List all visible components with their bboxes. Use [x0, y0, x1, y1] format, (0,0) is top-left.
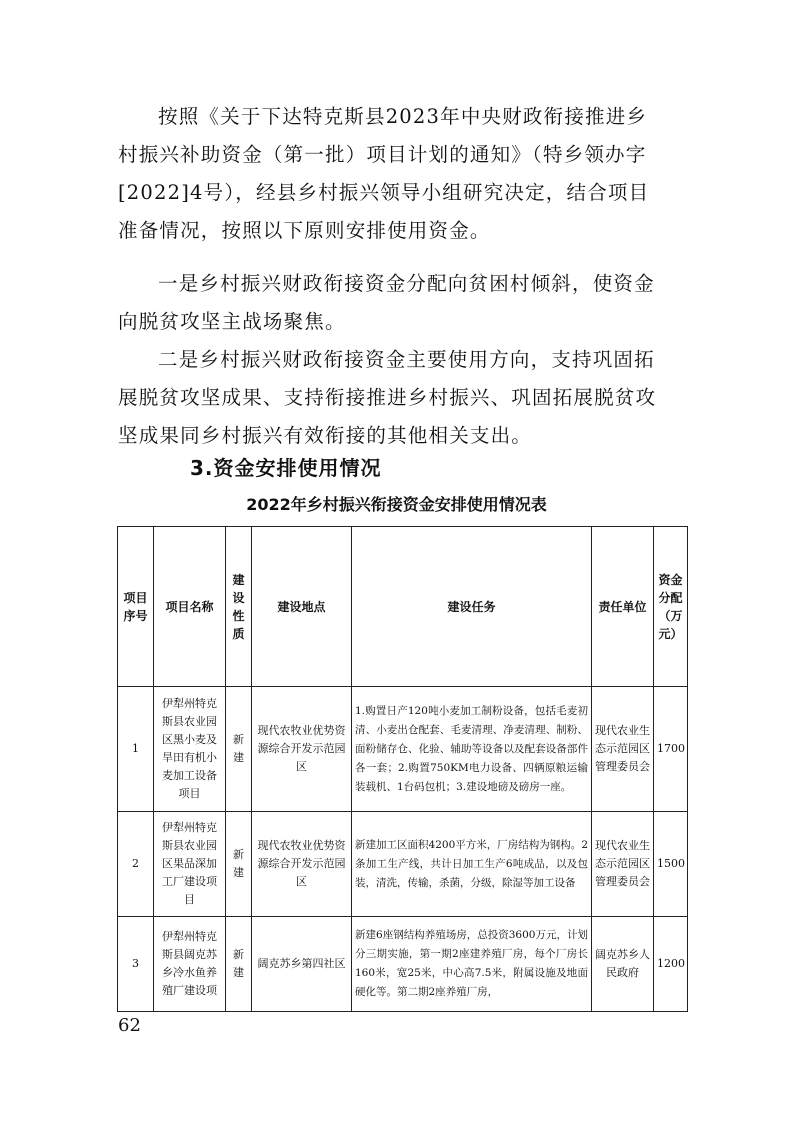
cell-location: 现代农牧业优势资源综合开发示范园区 — [252, 812, 352, 917]
cell-nature: 新建 — [226, 812, 252, 917]
page-number: 62 — [118, 1015, 141, 1036]
cell-nature: 新建 — [226, 687, 252, 812]
text-line: [2022]4号），经县乡村振兴领导小组研究决定，结合项目 — [118, 181, 650, 204]
table-title: 2022年乡村振兴衔接资金安排使用情况表 — [246, 495, 547, 514]
cell-unit: 现代农业生态示范园区管理委员会 — [592, 812, 654, 917]
header-cell: 责任单位 — [592, 527, 654, 687]
header-cell: 项目序号 — [118, 527, 154, 687]
section-heading: 3.资金安排使用情况 — [190, 456, 382, 480]
text-line: 按照《关于下达特克斯县2023年中央财政衔接推进乡 — [158, 105, 648, 128]
text-line: 坚成果同乡村振兴有效衔接的其他相关支出。 — [118, 424, 533, 447]
table-row — [118, 917, 688, 1012]
cell-funds: 1700 — [654, 687, 688, 812]
cell-project-name: 伊犁州特克斯县农业园区果品深加工厂建设项目 — [154, 812, 226, 917]
cell-location: 现代农牧业优势资源综合开发示范园区 — [252, 687, 352, 812]
cell-nature: 新建 — [226, 917, 252, 1012]
cell-task: 1.购置日产120吨小麦加工制粉设备，包括毛麦初清、小麦出仓配套、毛麦清理、净麦清理、制粉、面粉储存仓、化验、辅助等设备以及配套设备部件各一套；2.购置750KM电力设备、四辆原粮运输装载机、1台码包机；3.建设地磅及磅房一座。 — [352, 687, 592, 812]
cell-index: 1 — [118, 687, 154, 812]
cell-index: 2 — [118, 812, 154, 917]
cell-project-name: 伊犁州特克斯县农业园区黑小麦及旱田有机小麦加工设备项目 — [154, 687, 226, 812]
cell-unit: 阔克苏乡人民政府 — [592, 917, 654, 1012]
cell-task: 新建6座钢结构养殖场房，总投资3600万元，计划分三期实施，第一期2座建养殖厂房，每个厂房长160米，宽25米，中心高7.5米，附属设施及地面硬化等。第二期2座养殖厂房， — [352, 917, 592, 1012]
cell-funds: 1500 — [654, 812, 688, 917]
table-row — [118, 687, 688, 812]
cell-funds: 1200 — [654, 917, 688, 1012]
header-cell: 项目名称 — [154, 527, 226, 687]
header-cell: 建设性质 — [226, 527, 252, 687]
cell-project-name: 伊犁州特克斯县阔克苏乡冷水鱼养殖厂建设项 — [154, 917, 226, 1012]
header-cell: 资金分配（万元） — [654, 527, 688, 687]
cell-location: 阔克苏乡第四社区 — [252, 917, 352, 1012]
paragraph-1 — [118, 98, 678, 250]
text-line: 一是乡村振兴财政衔接资金分配向贫困村倾斜，使资金 — [158, 272, 655, 295]
table-row — [118, 812, 688, 917]
cell-index: 3 — [118, 917, 154, 1012]
text-line: 村振兴补助资金（第一批）项目计划的通知》（特乡领办字 — [118, 143, 647, 166]
paragraph-3 — [118, 341, 678, 455]
fund-allocation-table — [117, 526, 688, 1012]
text-line: 向脱贫攻坚主战场聚焦。 — [118, 310, 346, 333]
header-cell: 建设任务 — [352, 527, 592, 687]
text-line: 展脱贫攻坚成果、支持衔接推进乡村振兴、巩固拓展脱贫攻 — [118, 386, 657, 409]
header-cell: 建设地点 — [252, 527, 352, 687]
cell-unit: 现代农业生态示范园区管理委员会 — [592, 687, 654, 812]
paragraph-2 — [118, 265, 678, 341]
table-header-row — [118, 527, 688, 687]
text-line: 二是乡村振兴财政衔接资金主要使用方向，支持巩固拓 — [158, 348, 655, 371]
text-line: 准备情况，按照以下原则安排使用资金。 — [118, 219, 491, 242]
cell-task: 新建加工区面积4200平方米，厂房结构为钢构。2条加工生产线，共计日加工生产6吨成品，以及包装，清洗，传输，杀菌，分级，除湿等加工设备 — [352, 812, 592, 917]
